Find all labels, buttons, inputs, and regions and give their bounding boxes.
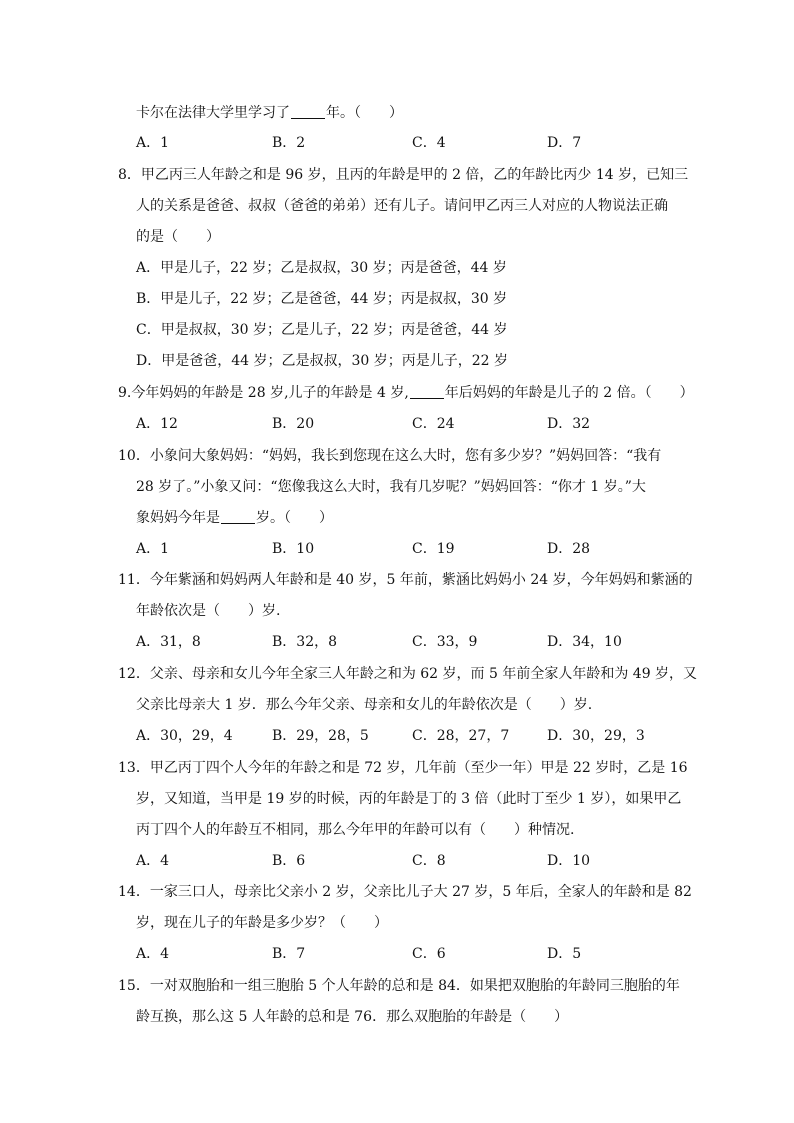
option-c: C．24 — [412, 416, 455, 432]
q12-options — [0, 725, 794, 747]
option-b: B．2 — [272, 135, 306, 151]
q8-option-b: B．甲是儿子，22 岁；乙是爸爸，44 岁；丙是叔叔，30 岁 — [136, 291, 508, 307]
answer-blank — [291, 104, 325, 119]
q11-line-1: 11．今年紫涵和妈妈两人年龄和是 40 岁，5 年前，紫涵比妈妈小 24 岁，今年妈妈和紫涵的 — [118, 572, 693, 588]
q14-options — [0, 943, 794, 965]
q11-line-2: 年龄依次是（ ）岁. — [136, 603, 281, 619]
q13-options — [0, 850, 794, 872]
option-d: D．28 — [547, 541, 591, 557]
q8-line-2: 人的关系是爸爸、叔叔（爸爸的弟弟）还有儿子。请问甲乙丙三人对应的人物说法正确 — [136, 198, 668, 214]
option-c: C．4 — [412, 135, 446, 151]
q11-options — [0, 631, 794, 653]
intro-stem-a: 卡尔在法律大学里学习了 — [136, 105, 290, 121]
q8-line-3: 的是（ ） — [136, 229, 220, 245]
option-b: B．6 — [272, 853, 306, 869]
q10-options — [0, 538, 794, 560]
q10-line-3: 象妈妈今年是 岁。（ ） — [136, 510, 333, 526]
option-d: D．32 — [547, 416, 591, 432]
option-c: C．19 — [412, 541, 455, 557]
option-a: A．1 — [136, 135, 170, 151]
q8-option-d: D．甲是爸爸，44 岁；乙是叔叔，30 岁；丙是儿子，22 岁 — [136, 353, 509, 369]
option-b: B．20 — [272, 416, 315, 432]
q15-line-1: 15．一对双胞胎和一组三胞胎 5 个人年龄的总和是 84．如果把双胞胎的年龄同三胞胎的年 — [118, 978, 680, 994]
option-d: D．10 — [547, 853, 591, 869]
q13-line-1: 13．甲乙丙丁四个人今年的年龄之和是 72 岁，几年前（至少一年）甲是 22 岁时，乙是 16 — [118, 760, 688, 776]
q13-line-3: 丙丁四个人的年龄互不相同，那么今年甲的年龄可以有（ ）种情况. — [136, 822, 575, 838]
q10-line-2: 28 岁了。”小象又问：“您像我这么大时，我有几岁呢？”妈妈回答：“你才 1 岁。”大 — [136, 479, 646, 495]
option-d: D．34，10 — [547, 634, 622, 650]
intro-stem — [0, 102, 794, 124]
option-b: B．10 — [272, 541, 315, 557]
option-b: B．7 — [272, 946, 306, 962]
option-a: A．4 — [136, 853, 170, 869]
option-c: C．8 — [412, 853, 446, 869]
q8-line-1: 8．甲乙丙三人年龄之和是 96 岁，且丙的年龄是甲的 2 倍，乙的年龄比丙少 14 岁，已知三 — [118, 167, 689, 183]
option-d: D．7 — [547, 135, 582, 151]
q14-line-1: 14．一家三口人，母亲比父亲小 2 岁，父亲比儿子大 27 岁，5 年后，全家人的年龄和是 82 — [118, 884, 692, 900]
q13-line-2: 岁，又知道，当甲是 19 岁的时候，丙的年龄是丁的 3 倍（此时丁至少 1 岁），如果甲乙 — [136, 791, 682, 807]
answer-blank — [221, 509, 255, 524]
option-d: D．5 — [547, 946, 582, 962]
intro-options — [0, 132, 794, 154]
q12-line-1: 12．父亲、母亲和女儿今年全家三人年龄之和为 62 岁，而 5 年前全家人年龄和为 49 岁，又 — [118, 666, 698, 682]
answer-blank — [410, 384, 444, 399]
q10-line-1: 10．小象问大象妈妈：“妈妈，我长到您现在这么大时，您有多少岁？”妈妈回答：“我有 — [118, 448, 662, 464]
intro-stem-b: 年。（ ） — [326, 105, 403, 121]
option-c: C．33，9 — [412, 634, 478, 650]
option-a: A．12 — [136, 416, 178, 432]
option-a: A．31，8 — [136, 634, 201, 650]
option-d: D．30，29，3 — [547, 728, 645, 744]
q15-line-2: 龄互换，那么这 5 人年龄的总和是 76．那么双胞胎的年龄是（ ） — [136, 1009, 569, 1025]
q12-line-2: 父亲比母亲大 1 岁．那么今年父亲、母亲和女儿的年龄依次是（ ）岁. — [136, 697, 593, 713]
option-c: C．6 — [412, 946, 446, 962]
option-a: A．1 — [136, 541, 170, 557]
q8-option-c: C．甲是叔叔，30 岁；乙是儿子，22 岁；丙是爸爸，44 岁 — [136, 322, 508, 338]
q9-stem: 9.今年妈妈的年龄是 28 岁,儿子的年龄是 4 岁, 年后妈妈的年龄是儿子的 2 倍。（ ） — [118, 385, 694, 401]
q14-line-2: 岁，现在儿子的年龄是多少岁？（ ） — [136, 915, 388, 931]
q9-options — [0, 413, 794, 435]
option-c: C．28，27，7 — [412, 728, 510, 744]
option-a: A．30，29，4 — [136, 728, 233, 744]
q8-option-a: A．甲是儿子，22 岁；乙是叔叔，30 岁；丙是爸爸，44 岁 — [136, 260, 507, 276]
option-b: B．29，28，5 — [272, 728, 369, 744]
option-a: A．4 — [136, 946, 170, 962]
option-b: B．32，8 — [272, 634, 338, 650]
